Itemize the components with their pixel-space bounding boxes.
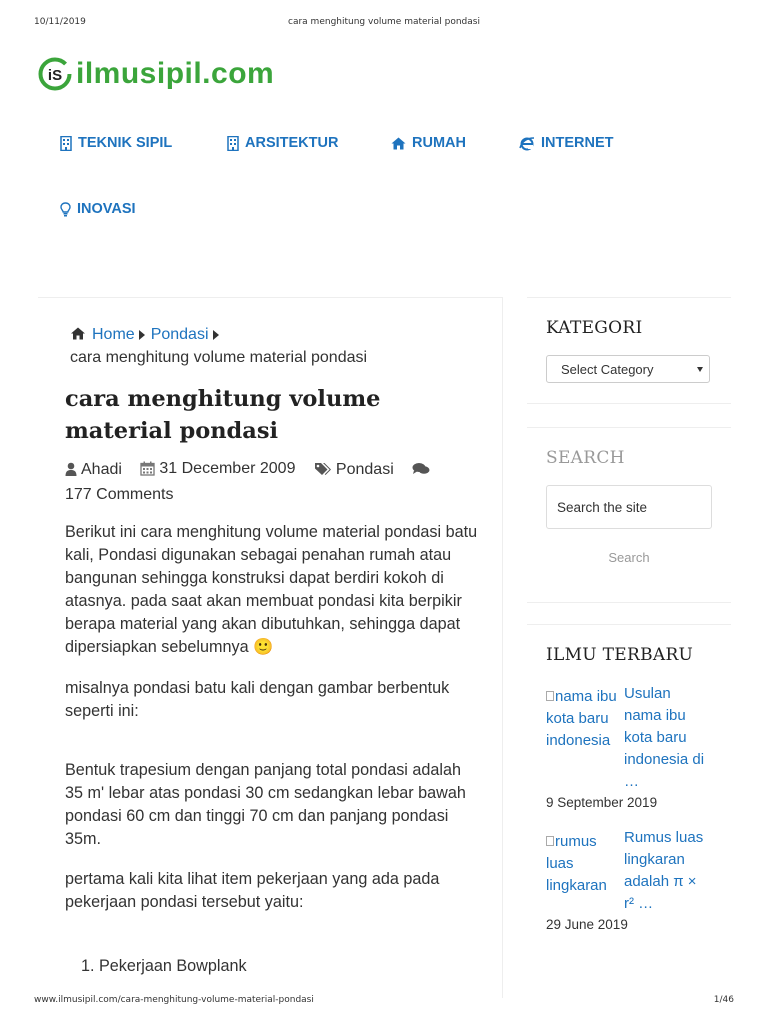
print-date: 10/11/2019 <box>34 17 86 27</box>
tags-icon <box>314 462 332 476</box>
broken-image-icon <box>546 691 554 701</box>
widget-title-search: SEARCH <box>546 448 625 468</box>
breadcrumb-home-link[interactable]: Home <box>92 326 135 343</box>
building-icon <box>60 136 72 151</box>
print-header <box>0 0 768 40</box>
recent-post-image[interactable] <box>546 686 618 752</box>
widget-title-kategori: KATEGORI <box>546 318 643 338</box>
image-alt-text: nama ibu kota baru indonesia <box>546 688 617 749</box>
nav-label: INTERNET <box>541 135 614 151</box>
post-date <box>140 457 295 480</box>
broken-image-icon <box>546 836 554 846</box>
nav-item-rumah[interactable] <box>391 135 466 151</box>
recent-post-image[interactable] <box>546 831 618 897</box>
nav-item-arsitektur[interactable] <box>227 135 338 151</box>
author-name: Ahadi <box>81 460 122 478</box>
nav-label: ARSITEKTUR <box>245 135 339 151</box>
recent-post-link[interactable]: Usulan nama ibu kota baru indonesia di … <box>624 685 705 790</box>
print-url: www.ilmusipil.com/cara-menghitung-volume-material-pondasi <box>34 995 314 1005</box>
post-meta <box>65 457 475 506</box>
search-input[interactable] <box>546 485 712 529</box>
user-icon <box>65 462 77 476</box>
list-item: 1. Pekerjaan Bowplank <box>81 957 247 975</box>
post-comments[interactable] <box>412 462 434 476</box>
nav-label: INOVASI <box>77 201 136 217</box>
caret-right-icon <box>213 330 219 340</box>
category-name: Pondasi <box>335 460 394 478</box>
category-select-value: Select Category <box>561 362 654 377</box>
dropdown-arrow-icon <box>697 367 703 372</box>
recent-post-link[interactable]: Rumus luas lingkaran adalah π × r² … <box>624 829 704 912</box>
logo-text: ilmusipil.com <box>76 57 275 90</box>
lightbulb-icon <box>60 202 71 217</box>
print-title: cara menghitung volume material pondasi <box>288 17 480 27</box>
post-date-text: 31 December 2009 <box>159 460 296 477</box>
category-select[interactable] <box>546 355 710 383</box>
svg-text:iS: iS <box>47 67 63 84</box>
sidebar-widget-recent <box>527 624 731 998</box>
nav-item-inovasi[interactable] <box>60 201 136 217</box>
nav-label: TEKNIK SIPIL <box>78 135 173 151</box>
print-page-number: 1/46 <box>713 995 734 1005</box>
content-paragraph: pertama kali kita lihat item pekerjaan yang ada pada pekerjaan pondasi tersebut yaitu: <box>65 870 440 911</box>
search-button[interactable]: Search <box>608 550 650 565</box>
nav-item-teknik-sipil[interactable] <box>60 135 172 151</box>
breadcrumb-current: cara menghitung volume material pondasi <box>70 349 368 366</box>
nav-item-internet[interactable] <box>519 135 614 151</box>
post-author[interactable] <box>65 458 122 481</box>
content-paragraph: Bentuk trapesium dengan panjang total pondasi adalah 35 m' lebar atas pondasi 30 cm sedangkan lebar bawah pondasi 60 cm dan tinggi 70 cm dan panjang pondasi 35m. <box>65 761 466 848</box>
post-category[interactable] <box>314 458 394 481</box>
calendar-icon <box>140 461 155 476</box>
comments-count[interactable]: 177 Comments <box>65 486 174 503</box>
caret-right-icon <box>139 330 145 340</box>
recent-post-date: 9 September 2019 <box>546 795 658 810</box>
home-icon <box>70 327 86 340</box>
content-paragraph: Berikut ini cara menghitung volume material pondasi batu kali, Pondasi digunakan sebagai penahan rumah atau bangunan sehingga konstruksi dapat berdiri kokoh di atasnya. pada saat akan membuat pondasi kita berpikir berapa material yang akan dibutuhkan, sehingga dapat dipersiapkan sebelumnya 🙂 <box>65 523 478 656</box>
comments-icon <box>412 462 430 476</box>
widget-title-recent: ILMU TERBARU <box>546 645 694 665</box>
nav-label: RUMAH <box>412 135 466 151</box>
recent-post-date: 29 June 2019 <box>546 917 628 932</box>
site-logo[interactable] <box>38 55 274 93</box>
home-icon <box>391 137 406 150</box>
sidebar-widget-kategori <box>527 297 731 404</box>
logo-mark-icon <box>38 57 72 91</box>
post-title: cara menghitung volume material pondasi <box>65 386 381 444</box>
breadcrumb <box>70 323 470 369</box>
content-paragraph: misalnya pondasi batu kali dengan gambar berbentuk seperti ini: <box>65 679 450 720</box>
internet-explorer-icon <box>519 136 535 151</box>
building-icon <box>227 136 239 151</box>
breadcrumb-category-link[interactable]: Pondasi <box>150 326 209 343</box>
image-alt-text: rumus luas lingkaran <box>546 833 607 894</box>
